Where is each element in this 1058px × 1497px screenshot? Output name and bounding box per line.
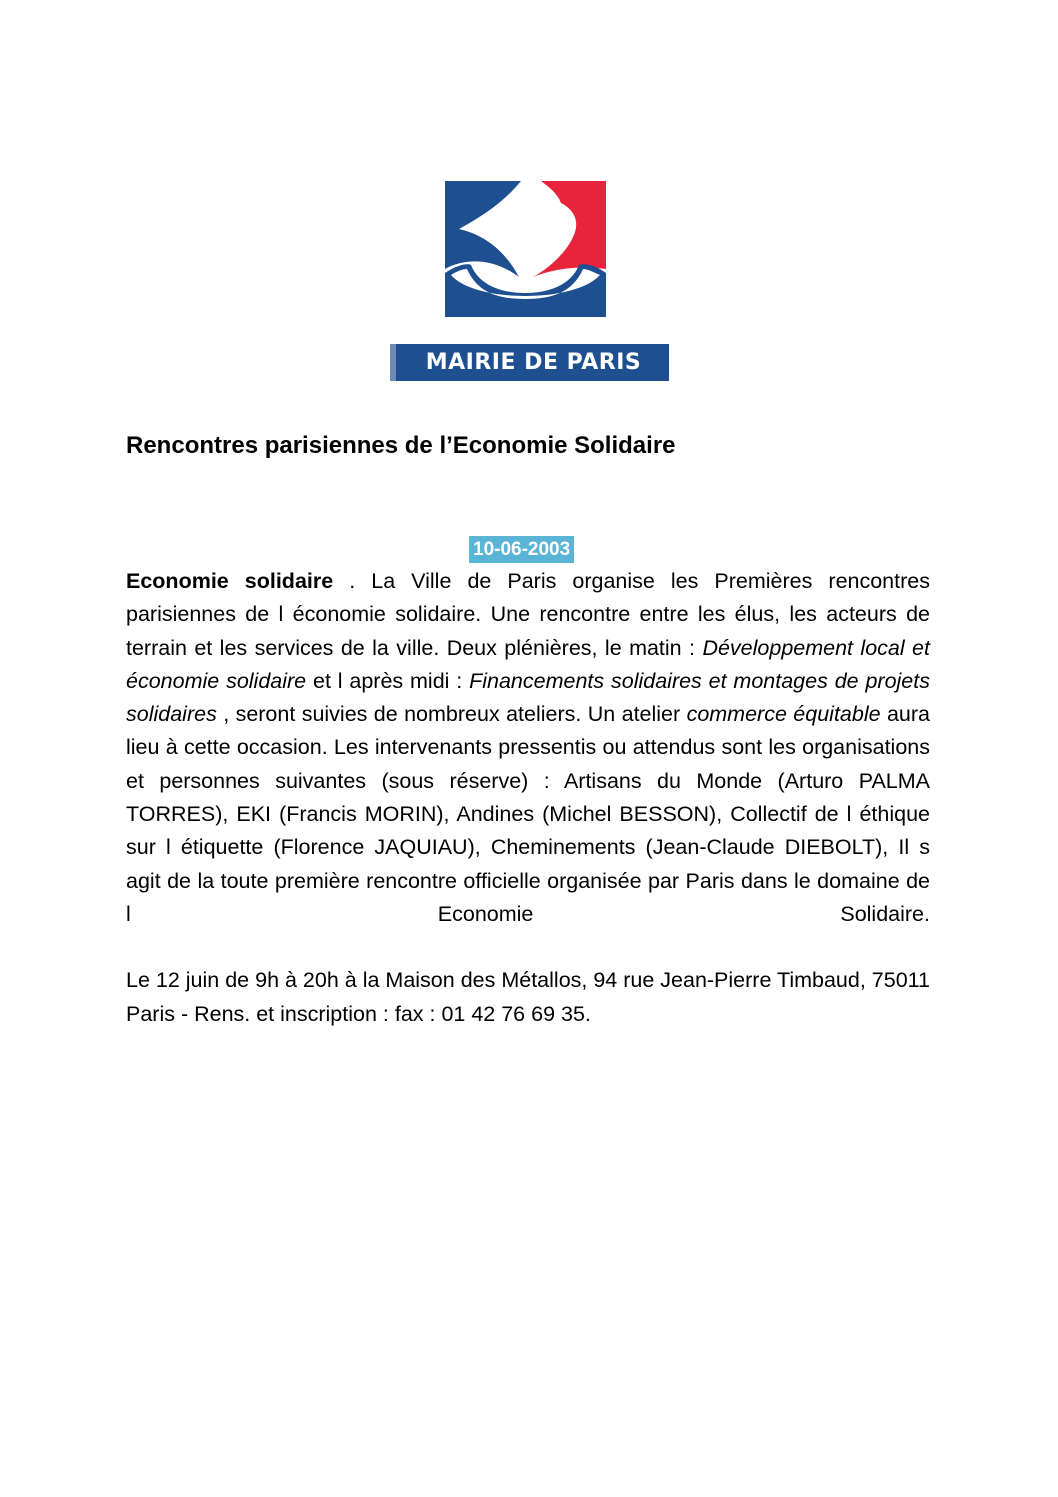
article-italic-phrase: Développement local et économie solidaire — [126, 635, 930, 693]
logo-red-field — [533, 181, 606, 277]
event-info-paragraph: Le 12 juin de 9h à 20h à la Maison des Métallos, 94 rue Jean-Pierre Timbaud, 75011 Paris - Rens. et inscription : fax : 01 42 76 69 35. — [126, 968, 930, 1026]
page-title: Rencontres parisiennes de l’Economie Solidaire — [126, 432, 676, 459]
article-italic-phrase: commerce équitable — [686, 702, 881, 727]
logo-banner-edge — [390, 344, 396, 381]
article-paragraph — [126, 565, 930, 931]
article-text-segment: , seront suivies de nombreux ateliers. Un atelier — [216, 702, 687, 727]
date-badge: 10-06-2003 — [469, 536, 574, 563]
article-italic-phrase: Financements solidaires et montages de projets solidaires — [126, 668, 930, 727]
article-lead: Economie solidaire — [126, 569, 334, 593]
article-text-segment: . La Ville de Paris organise les Premières rencontres parisiennes de l économie solidaire. Une rencontre entre les élus, les acteurs de terrain et les services de la ville. Deux plénières, le matin : — [126, 569, 930, 660]
article-text-segment: aura lieu à cette occasion. Les intervenants pressentis ou attendus sont les organisations et personnes suivantes (sous réserve) : Artisans du Monde (Arturo PALMA TORRES), EKI (Francis MORIN), Andines (Michel BESSON), Collectif de l éthique sur l étiquette (Florence JAQUIAU), Cheminements (Jean-Claude DIEBOLT), Il s agit de la toute première rencontre officielle organisée par Paris dans le domaine de l Economie Solidaire. — [126, 702, 930, 926]
logo-blue-field — [445, 181, 521, 277]
mairie-de-paris-logo-emblem — [445, 181, 606, 317]
article-body — [126, 565, 930, 1031]
logo-text: MAIRIE DE PARIS — [425, 350, 642, 375]
article-text-segment: et l après midi : — [306, 668, 470, 693]
mairie-de-paris-logo-banner — [390, 344, 669, 381]
